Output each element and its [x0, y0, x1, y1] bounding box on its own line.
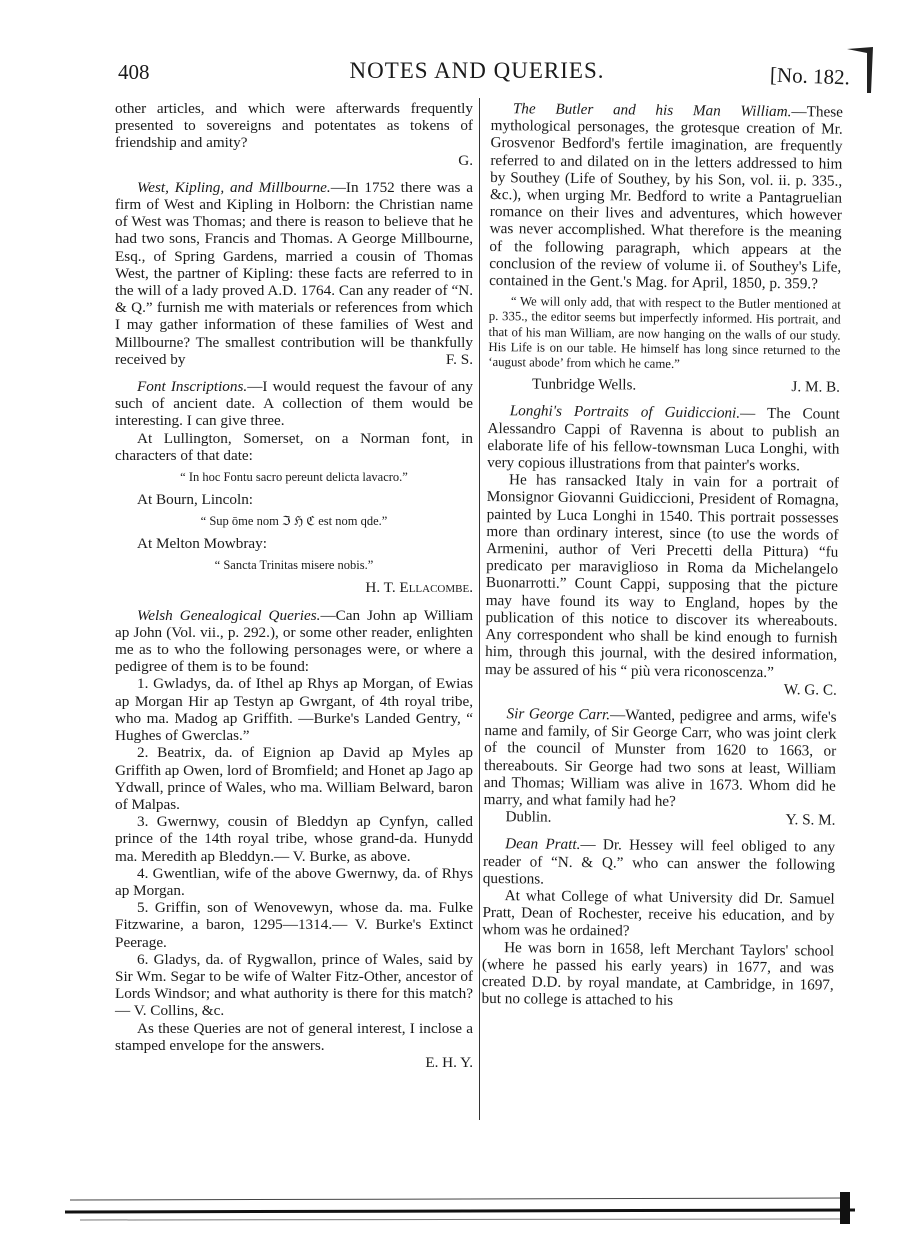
signature: Y. S. M. — [785, 811, 836, 829]
running-title: NOTES AND QUERIES. — [349, 58, 605, 83]
paragraph: He was born in 1658, left Merchant Taylors' school (where he passed his early years) in 1677, and was created D.D. by royal mandate, at Cambridge, in 1697, but no college is attached to his — [481, 938, 835, 1010]
query-title: Longhi's Portraits of Guidiccioni. — [509, 402, 741, 423]
paragraph: As these Queries are not of general interest, I inclose a stamped envelope for the answers. — [115, 1019, 473, 1054]
right-column — [481, 100, 842, 1011]
place: Dublin. — [505, 808, 552, 826]
issue-number: [No. 182. — [769, 62, 851, 90]
signature: F. S. — [445, 350, 473, 368]
query-welsh-genealogy: Welsh Genealogical Queries.—Can John ap William ap John (Vol. vii., p. 292.), or some other reader, enlighten me as to who the following personages were, or where a pedigree of them is to be found: — [115, 606, 474, 676]
signature: W. G. C. — [783, 680, 837, 699]
paragraph: He has ransacked Italy in vain for a portrait of Monsignor Giovanni Guidiccioni, President of Romagna, painted by Luca Longhi in 1540. This portrait possesses more than ordinary interest, since (to use the words of Armenini, author of Veri Precetti della Pittura) “fu predicato per maraviglioso in Roma da Michelangelo Buonarrotti.” Count Cappi, supposing that the picture may have found its way to England, hopes by the publication of this notice to discover its whereabouts. Any correspondent who shall be kind enough to furnish him, through this journal, with the desired information, may be assured of his “ più vera riconoscenza.” — [484, 471, 840, 681]
signature: H. T. Ellacombe. — [365, 579, 473, 597]
signature-row — [483, 808, 835, 829]
quoted-passage: “ We will only add, that with respect to the Butler mentioned at p. 335., the editor seems but imperfectly informed. His portrait, and that of his man William, are now hanging on the walls of our study. His Life is on our table. He himself has long since returned to the ‘august abode’ from which he came.” — [488, 294, 841, 372]
list-item: 2. Beatrix, da. of Eignion ap David ap Myles ap Griffith ap Owen, lord of Bromfield; and Honet ap Jago ap Ydwall, prince of Wales, who ma. William Belward, baron of Malpas. — [115, 744, 473, 813]
place: Tunbridge Wells. — [531, 375, 637, 394]
page-number: 408 — [118, 60, 150, 84]
query-pratt: Dean Pratt.— Dr. Hessey will feel obliged to any reader of “N. & Q.” who can answer the following questions. — [482, 835, 836, 888]
query-west-kipling: West, Kipling, and Millbourne.—In 1752 there was a firm of West and Kipling in Holborn: the Christian name of West was Thomas; and there is reason to believe that he had two sons, Francis and Thomas. A George Millbourne, Esq., of Spring Gardens, married a cousin of Thomas West, the partner of Kipling: these facts are referred to in the will of a lady proved A.D. 1764. Can any reader of “N. & Q.” furnish me with materials or references from which I may gather information of these families of West and Millbourne? The smallest contribution will be thankfully received by F. S. — [115, 178, 473, 368]
list-item: 3. Gwernwy, cousin of Bleddyn ap Cynfyn, called prince of the 14th royal tribe, whose grand-da. Hunydd ma. Meredith ap Bleddyn.— V. Burke, as above. — [115, 813, 473, 865]
query-carr: Sir George Carr.—Wanted, pedigree and arms, wife's name and family, of Sir George Carr, who was joint clerk of the council of Munster from 1620 to 1663, or thereabouts. Sir George had two sons at least, William and Thomas; William was alive in 1673. Whom did he marry, and what family had he? — [483, 705, 837, 810]
running-header — [112, 58, 851, 90]
paragraph: At Lullington, Somerset, on a Norman font, in characters of that date: — [115, 429, 473, 464]
query-butler: The Butler and his Man William.—These mythological personages, the grotesque creation of Mr. Grosvenor Bedford's fertile imagination, are frequently referred to and dilated on in the letters addressed to him by Southey (Life of Southey, by his Son, vol. ii. p. 335., &c.), when urging Mr. Bedford to write a Pantagruelian romance on their lives and adventures, which however was never accomplished. What therefore is the meaning of the following paragraph, which appears at the conclusion of the review of volume ii. of Southey's Life, contained in the Gent.'s Mag. for April, 1850, p. 359.? — [489, 100, 843, 293]
signature-row — [488, 375, 840, 396]
query-title: The Butler and his Man William. — [512, 100, 792, 121]
paragraph: At what College of what University did Dr. Samuel Pratt, Dean of Rochester, receive his education, and by whom was he ordained? — [482, 887, 835, 940]
paragraph-continuation: other articles, and which were afterwards frequently presented to sovereigns and potentates as tokens of friendship and amity? — [115, 100, 473, 152]
query-title: Font Inscriptions. — [137, 378, 248, 396]
query-title: Sir George Carr. — [506, 705, 611, 724]
list-item: 1. Gwladys, da. of Ithel ap Rhys ap Morgan, of Ewias ap Morgan Hir ap Testyn ap Gwrgant, of 4th royal tribe, who ma. Madog ap Griffith. —Burke's Landed Gentry, “ Hughes of Gwerclas.” — [115, 675, 473, 745]
left-column — [115, 100, 473, 1071]
signature: J. M. B. — [791, 378, 841, 396]
query-title: Dean Pratt. — [505, 835, 581, 854]
page-edge-mark — [845, 45, 875, 95]
query-title: Welsh Genealogical Queries. — [137, 606, 321, 624]
signature: G. — [458, 151, 473, 169]
list-item: 5. Griffin, son of Wenovewyn, whose da. ma. Fulke Fitzwarine, a baron, 1295—1314.— V. Burke's Extinct Peerage. — [115, 899, 473, 951]
inscription-quote: “ Sup ōme nom ℑ ℌ ℭ est nom qde.” — [200, 514, 388, 529]
column-divider — [479, 98, 480, 1120]
paragraph: At Bourn, Lincoln: — [137, 491, 254, 509]
inscription-quote: “ In hoc Fontu sacro pereunt delicta lavacro.” — [180, 470, 408, 485]
query-longhi: Longhi's Portraits of Guidiccioni.— The Count Alessandro Cappi of Ravenna is about to publish an elaborate life of his fellow-townsman Luca Longhi, with very copious illustrations from that painter's works. — [487, 402, 840, 475]
bottom-border-rule — [60, 1190, 860, 1226]
query-title: West, Kipling, and Millbourne. — [137, 178, 331, 196]
query-font-inscriptions: Font Inscriptions.—I would request the favour of any such of ancient date. A collection of them would be interesting. I can give three. — [115, 378, 473, 430]
paragraph: At Melton Mowbray: — [137, 535, 267, 553]
list-item: 4. Gwentlian, wife of the above Gwernwy, da. of Rhys ap Morgan. — [115, 864, 473, 899]
signature: E. H. Y. — [425, 1053, 473, 1071]
inscription-quote: “ Sancta Trinitas misere nobis.” — [214, 558, 374, 573]
list-item: 6. Gladys, da. of Rygwallon, prince of Wales, said by Sir Wm. Segar to be wife of Walter Fitz-Other, ancestor of Lords Windsor; and what authority is there for this match?— V. Collins, &c. — [115, 950, 473, 1020]
